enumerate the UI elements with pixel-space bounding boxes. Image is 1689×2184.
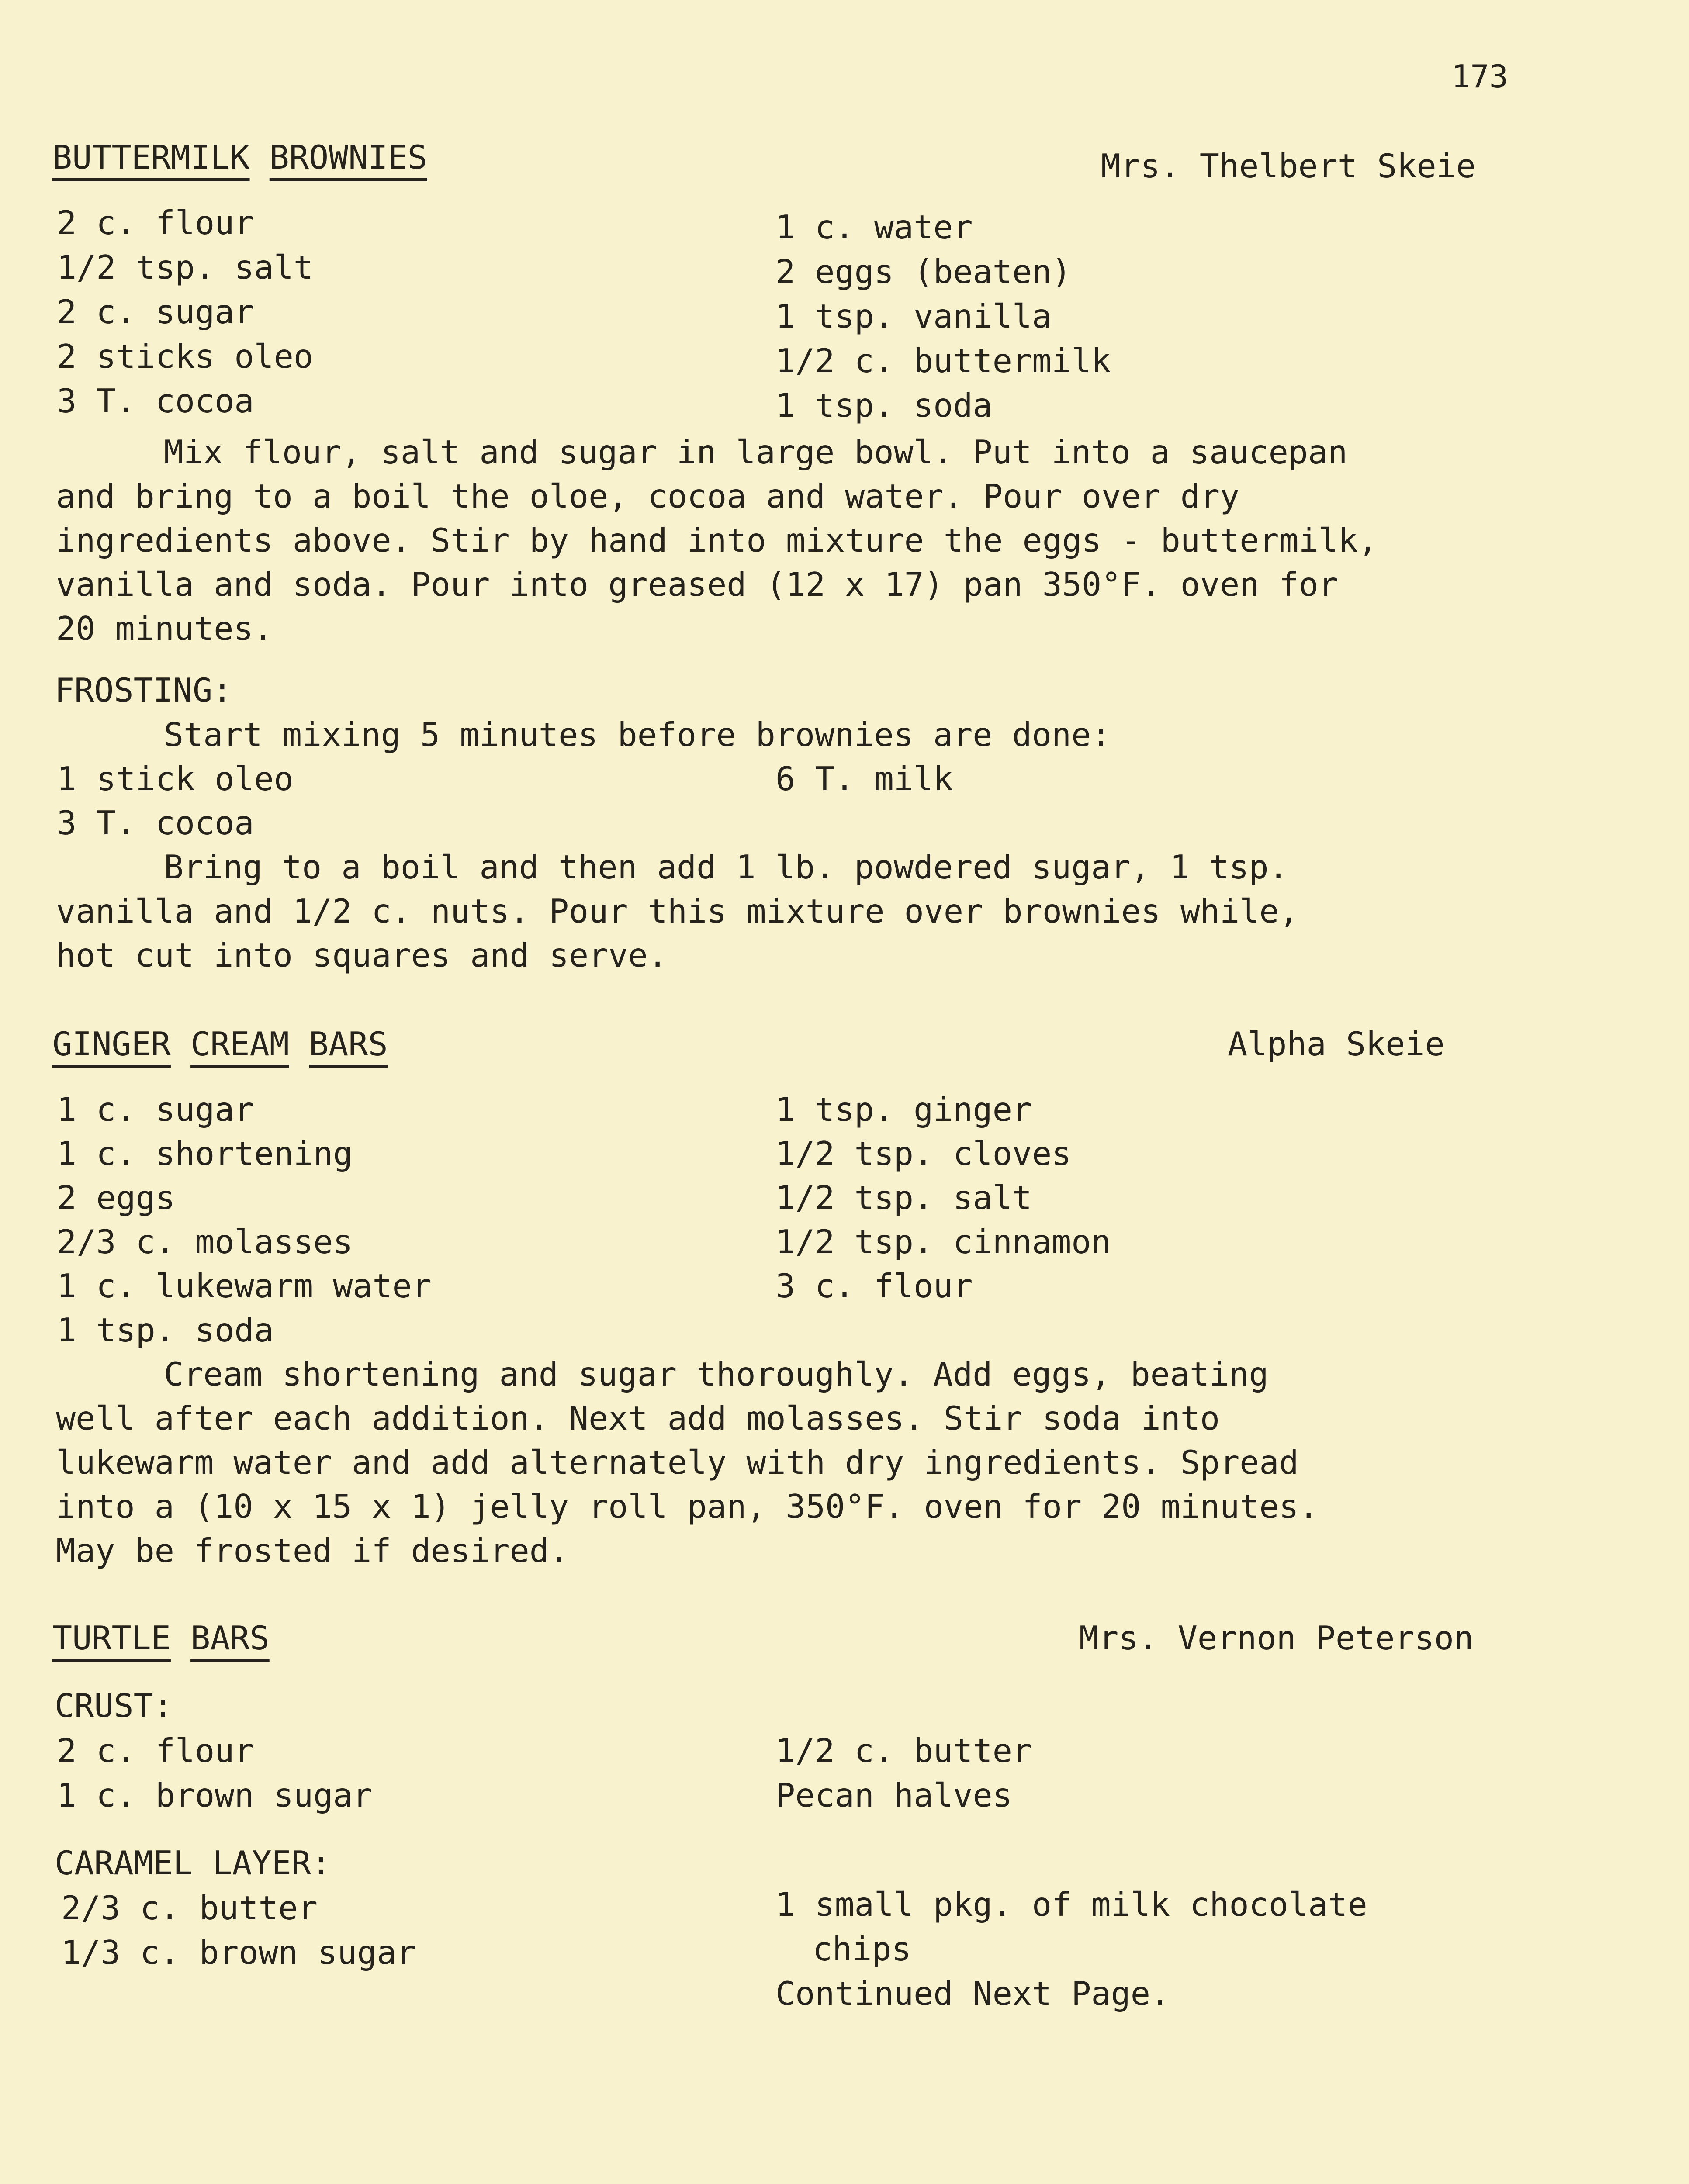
title-word: BUTTERMILK [52,138,250,176]
recipe-author: Mrs. Thelbert Skeie [1101,147,1476,185]
direction-line: May be frosted if desired. [56,1531,569,1570]
title-word: BARS [190,1619,270,1657]
ingredient: 1 tsp. vanilla [775,297,1052,335]
ingredient: 1/2 c. buttermilk [775,342,1111,380]
ingredient: 1/2 tsp. salt [57,248,313,287]
ingredient: 1/3 c. brown sugar [61,1933,416,1972]
ingredient: 1 c. lukewarm water [57,1267,432,1305]
ingredient: 2 c. flour [57,204,254,242]
ingredient: 2 c. flour [57,1731,254,1770]
direction-line: into a (10 x 15 x 1) jelly roll pan, 350°F. oven for 20 minutes. [56,1487,1319,1526]
title-word: BROWNIES [269,138,427,176]
ingredient: 1 c. sugar [57,1090,254,1129]
ingredient: 6 T. milk [775,760,953,798]
ingredient: 1 stick oleo [57,760,294,798]
ingredient: 1 c. water [775,208,973,246]
ingredient: 2 sticks oleo [57,337,313,376]
ingredient: chips [813,1930,911,1968]
title-word: BARS [309,1025,388,1063]
ingredient: 1 tsp. soda [775,386,993,425]
ingredient: 2/3 c. molasses [57,1223,353,1261]
ingredient: 3 T. cocoa [57,804,254,842]
title-word: CREAM [190,1025,289,1063]
crust-heading: CRUST: [55,1686,173,1725]
title-word: GINGER [52,1025,171,1063]
ingredient: 1/2 c. butter [775,1731,1032,1770]
title-word: TURTLE [52,1619,171,1657]
direction-line: vanilla and 1/2 c. nuts. Pour this mixture over brownies while, [56,892,1299,930]
recipe-title-ginger-cream-bars [52,1022,388,1066]
direction-line: vanilla and soda. Pour into greased (12 x 17) pan 350°F. oven for [56,565,1338,604]
page-number: 173 [1451,58,1509,95]
direction-line: Mix flour, salt and sugar in large bowl. Put into a saucepan [164,433,1348,471]
ingredient: 1/2 tsp. salt [775,1178,1032,1217]
continued-note: Continued Next Page. [775,1974,1170,2013]
ingredient: 2/3 c. butter [61,1889,318,1927]
ingredient: 1 c. shortening [57,1134,353,1173]
recipe-author: Alpha Skeie [1228,1025,1445,1063]
caramel-heading: CARAMEL LAYER: [55,1844,331,1882]
ingredient: 3 T. cocoa [57,382,254,420]
ingredient: 3 c. flour [775,1267,973,1305]
direction-line: and bring to a boil the oloe, cocoa and water. Pour over dry [56,477,1240,515]
direction-line: 20 minutes. [56,609,273,648]
ingredient: 2 eggs [57,1178,175,1217]
frosting-intro: Start mixing 5 minutes before brownies are done: [164,715,1111,754]
ingredient: Pecan halves [775,1776,1012,1814]
ingredient: 2 eggs (beaten) [775,252,1072,291]
ingredient: 1/2 tsp. cloves [775,1134,1072,1173]
direction-line: ingredients above. Stir by hand into mixture the eggs - buttermilk, [56,521,1378,560]
frosting-heading: FROSTING: [55,671,232,709]
ingredient: 2 c. sugar [57,293,254,331]
recipe-title-buttermilk-brownies [52,135,427,179]
ingredient: 1 tsp. soda [57,1311,274,1349]
direction-line: Cream shortening and sugar thoroughly. Add eggs, beating [164,1355,1269,1393]
direction-line: well after each addition. Next add molasses. Stir soda into [56,1399,1220,1438]
ingredient: 1 c. brown sugar [57,1776,373,1814]
direction-line: hot cut into squares and serve. [56,936,668,975]
ingredient: 1 tsp. ginger [775,1090,1032,1129]
recipe-title-turtle-bars [52,1616,270,1660]
direction-line: lukewarm water and add alternately with dry ingredients. Spread [56,1443,1299,1482]
ingredient: 1/2 tsp. cinnamon [775,1223,1111,1261]
direction-line: Bring to a boil and then add 1 lb. powdered sugar, 1 tsp. [164,848,1288,886]
ingredient: 1 small pkg. of milk chocolate [775,1885,1367,1924]
recipe-author: Mrs. Vernon Peterson [1079,1619,1474,1657]
